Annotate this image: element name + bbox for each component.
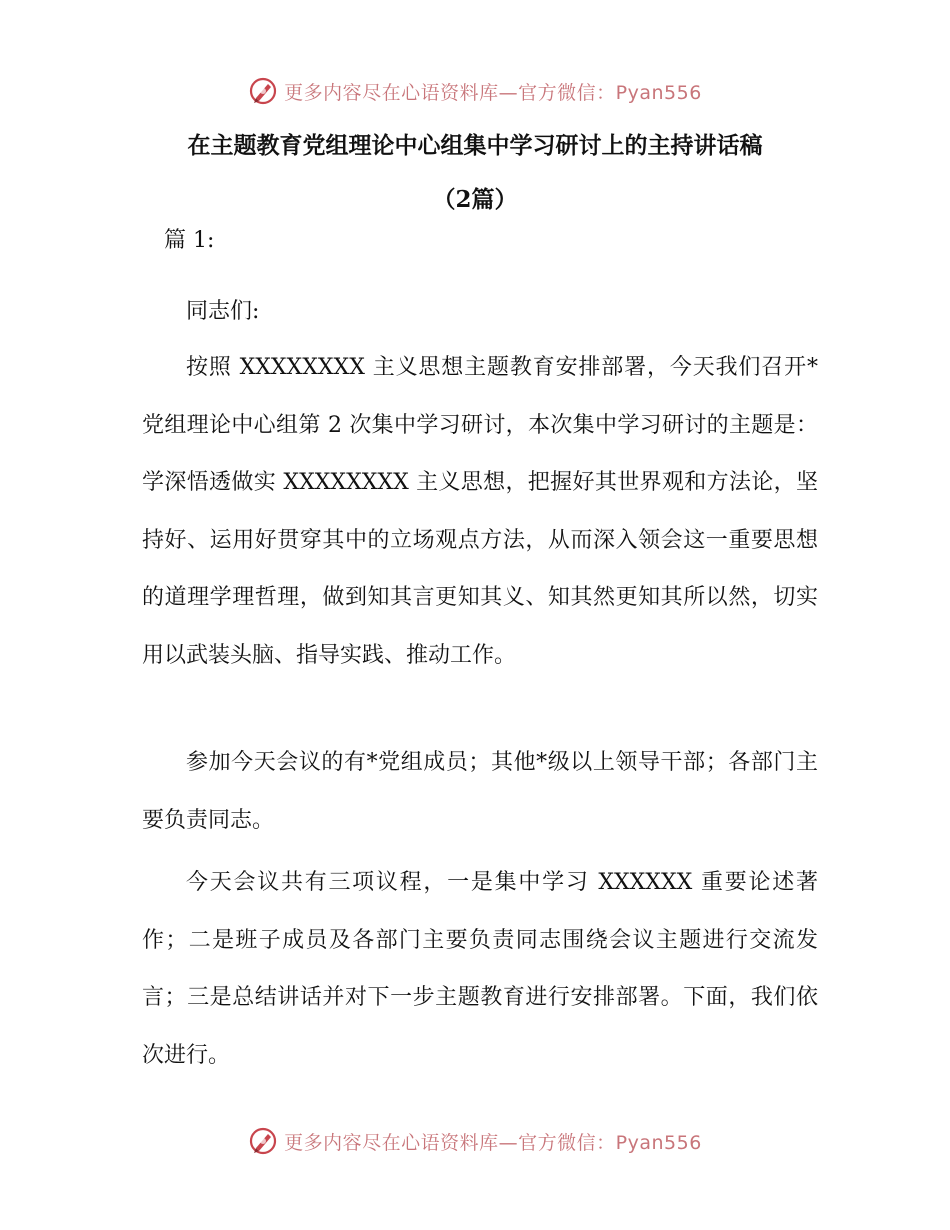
watermark-text: 更多内容尽在心语资料库—官方微信：Pyan556 — [284, 1131, 702, 1154]
body-paragraph-2: 参加今天会议的有*党组成员；其他*级以上领导干部；各部门主要负责同志。 — [142, 750, 818, 833]
document-subtitle: （2篇） — [432, 186, 518, 213]
body-paragraph-3: 今天会议共有三项议程，一是集中学习 XXXXXX 重要论述著作；二是班子成员及各部门主要负责同志围绕会议主题进行交流发言；三是总结讲话并对下一步主题教育进行安排部署。下面，我们依次进行。 — [142, 870, 818, 1068]
greeting: 同志们: — [186, 299, 260, 324]
watermark-banner-top-inner — [248, 76, 702, 106]
red-pen-circle-logo-icon — [248, 76, 278, 106]
watermark-banner-bottom-inner — [248, 1126, 702, 1156]
watermark-banner-bottom — [0, 1121, 950, 1161]
watermark-text: 更多内容尽在心语资料库—官方微信：Pyan556 — [284, 81, 702, 104]
body-paragraph-1: 按照 XXXXXXXX 主义思想主题教育安排部署，今天我们召开*党组理论中心组第 2 次集中学习研讨，本次集中学习研讨的主题是：学深悟透做实 XXXXXXXX 主义思想，把握好其世界观和方法论，坚持好、运用好贯穿其中的立场观点方法，从而深入领会这一重要思想的道理学理哲理，做到知其言更知其义、知其然更知其所以然，切实用以武装头脑、指导实践、推动工作。 — [142, 355, 818, 668]
document-title: 在主题教育党组理论中心组集中学习研讨上的主持讲话稿 — [187, 132, 763, 159]
section-label: 篇 1: — [164, 228, 215, 253]
red-pen-circle-logo-icon — [248, 1126, 278, 1156]
watermark-banner-top — [0, 71, 950, 111]
